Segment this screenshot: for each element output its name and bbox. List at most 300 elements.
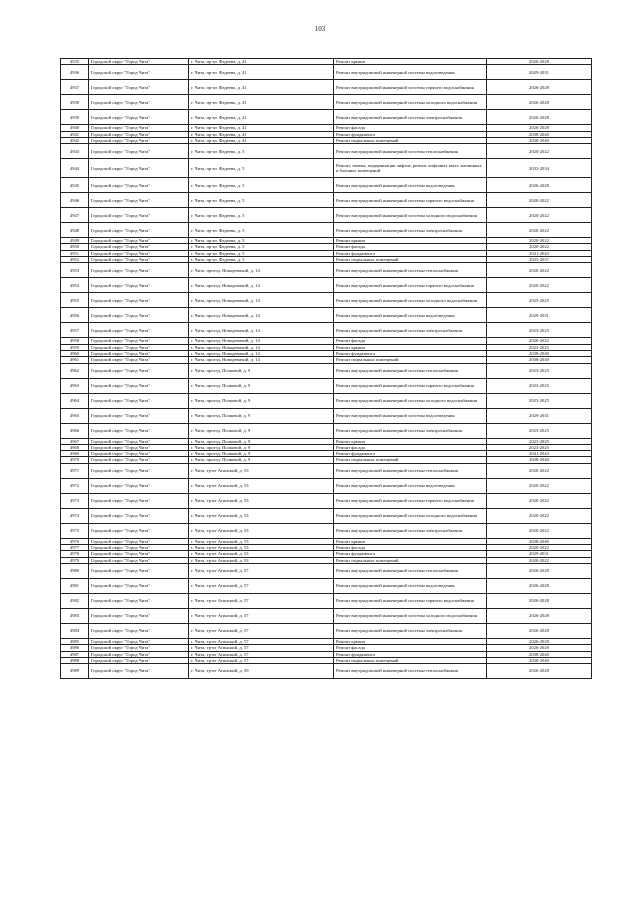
work-type-cell: Ремонт внутридомовой инженерной системы теплоснабжения <box>334 563 487 578</box>
address-cell: г. Чита, пр-кт. Фадеева, д. 5 <box>189 250 334 256</box>
work-type-cell: Ремонт внутридомовой инженерной системы холодного водоснабжения <box>334 208 487 223</box>
row-number-cell: 4943 <box>61 144 89 159</box>
work-type-cell: Ремонт внутридомовой инженерной системы горячего водоснабжения <box>334 493 487 508</box>
row-number-cell: 4952 <box>61 257 89 263</box>
work-type-cell: Ремонт подвальных помещений <box>334 257 487 263</box>
municipality-cell: Городской округ "Город Чита" <box>89 244 189 250</box>
address-cell: г. Чита, пр-кт. Фадеева, д. 5 <box>189 193 334 208</box>
period-cell: 2023-2025 <box>487 393 592 408</box>
municipality-cell: Городской округ "Город Чита" <box>89 508 189 523</box>
table-row <box>61 508 592 523</box>
period-cell: 2023-2025 <box>487 344 592 350</box>
municipality-cell: Городской округ "Город Чита" <box>89 263 189 278</box>
work-type-cell: Ремонт подвальных помещений <box>334 557 487 563</box>
table-row <box>61 278 592 293</box>
address-cell: г. Чита, тр-кт Агинский, д. 53 <box>189 551 334 557</box>
period-cell: 2023-2025 <box>487 444 592 450</box>
municipality-cell: Городской округ "Город Чита" <box>89 125 189 131</box>
row-number-cell: 4971 <box>61 463 89 478</box>
address-cell: г. Чита, проезд. Новодевичий, д. 14 <box>189 323 334 338</box>
work-type-cell: Ремонт фундамента <box>334 250 487 256</box>
work-type-cell: Ремонт крыши <box>334 59 487 65</box>
work-type-cell: Ремонт крыши <box>334 438 487 444</box>
address-cell: г. Чита, пр-кт. Фадеева, д. 41 <box>189 110 334 125</box>
work-type-cell: Ремонт подвальных помещений <box>334 357 487 363</box>
municipality-cell: Городской округ "Город Чита" <box>89 423 189 438</box>
address-cell: г. Чита, тр-кт Агинский, д. 57 <box>189 578 334 593</box>
address-cell: г. Чита, тр-кт Агинский, д. 53 <box>189 557 334 563</box>
period-cell: 2020-2022 <box>487 557 592 563</box>
row-number-cell: 4982 <box>61 593 89 608</box>
address-cell: г. Чита, пр-кт. Фадеева, д. 5 <box>189 223 334 238</box>
municipality-cell: Городской округ "Город Чита" <box>89 378 189 393</box>
table-row <box>61 378 592 393</box>
table-row <box>61 178 592 193</box>
period-cell: 2041-2043 <box>487 250 592 256</box>
work-type-cell: Ремонт внутридомовой инженерной системы теплоснабжения <box>334 363 487 378</box>
municipality-cell: Городской округ "Город Чита" <box>89 223 189 238</box>
work-type-cell: Ремонт внутридомовой инженерной системы водоотведения <box>334 408 487 423</box>
address-cell: г. Чита, проезд. Новодевичий, д. 14 <box>189 263 334 278</box>
address-cell: г. Чита, пр-кт. Фадеева, д. 41 <box>189 59 334 65</box>
work-type-cell: Ремонт внутридомовой инженерной системы водоотведения <box>334 65 487 80</box>
work-type-cell: Ремонт внутридомовой инженерной системы электроснабжения <box>334 623 487 638</box>
period-cell: 2023-2025 <box>487 438 592 444</box>
table-row <box>61 208 592 223</box>
row-number-cell: 4959 <box>61 344 89 350</box>
row-number-cell: 4980 <box>61 563 89 578</box>
work-type-cell: Ремонт фундамента <box>334 651 487 657</box>
work-type-cell: Ремонт внутридомовой инженерной системы горячего водоснабжения <box>334 593 487 608</box>
address-cell: г. Чита, проезд. Новодевичий, д. 14 <box>189 278 334 293</box>
address-cell: г. Чита, тр-кт Агинский, д. 57 <box>189 645 334 651</box>
row-number-cell: 4953 <box>61 263 89 278</box>
address-cell: г. Чита, проезд. Новодевичий, д. 14 <box>189 308 334 323</box>
address-cell: г. Чита, проезд. Полковой, д. 9 <box>189 444 334 450</box>
period-cell: 2026-2028 <box>487 623 592 638</box>
table-row <box>61 144 592 159</box>
work-type-cell: Ремонт фасада <box>334 545 487 551</box>
address-cell: г. Чита, пр-кт. Фадеева, д. 41 <box>189 131 334 137</box>
work-type-cell: Ремонт крыши <box>334 638 487 644</box>
municipality-cell: Городской округ "Город Чита" <box>89 208 189 223</box>
municipality-cell: Городской округ "Город Чита" <box>89 80 189 95</box>
municipality-cell: Городской округ "Город Чита" <box>89 408 189 423</box>
address-cell: г. Чита, проезд. Полковой, д. 9 <box>189 423 334 438</box>
municipality-cell: Городской округ "Город Чита" <box>89 193 189 208</box>
work-type-cell: Ремонт крыши <box>334 538 487 544</box>
period-cell: 2020-2022 <box>487 193 592 208</box>
period-cell: 2026-2028 <box>487 95 592 110</box>
address-cell: г. Чита, проезд. Новодевичий, д. 14 <box>189 357 334 363</box>
municipality-cell: Городской округ "Город Чита" <box>89 250 189 256</box>
table-body <box>61 59 592 679</box>
period-cell: 2020-2022 <box>487 238 592 244</box>
table-row <box>61 463 592 478</box>
table-row <box>61 578 592 593</box>
municipality-cell: Городской округ "Город Чита" <box>89 451 189 457</box>
municipality-cell: Городской округ "Город Чита" <box>89 664 189 679</box>
row-number-cell: 4951 <box>61 250 89 256</box>
work-type-cell: Ремонт внутридомовой инженерной системы теплоснабжения <box>334 664 487 679</box>
municipality-cell: Городской округ "Город Чита" <box>89 493 189 508</box>
row-number-cell: 4983 <box>61 608 89 623</box>
period-cell: 2026-2028 <box>487 59 592 65</box>
period-cell: 2020-2022 <box>487 223 592 238</box>
row-number-cell: 4981 <box>61 578 89 593</box>
row-number-cell: 4988 <box>61 657 89 663</box>
address-cell: г. Чита, тр-кт Агинский, д. 57 <box>189 623 334 638</box>
municipality-cell: Городской округ "Город Чита" <box>89 65 189 80</box>
work-type-cell: Ремонт внутридомовой инженерной системы горячего водоснабжения <box>334 80 487 95</box>
municipality-cell: Городской округ "Город Чита" <box>89 95 189 110</box>
work-type-cell: Ремонт внутридомовой инженерной системы электроснабжения <box>334 223 487 238</box>
address-cell: г. Чита, проезд. Полковой, д. 9 <box>189 363 334 378</box>
address-cell: г. Чита, тр-кт Агинский, д. 53 <box>189 493 334 508</box>
row-number-cell: 4978 <box>61 551 89 557</box>
municipality-cell: Городской округ "Город Чита" <box>89 523 189 538</box>
address-cell: г. Чита, пр-кт. Фадеева, д. 41 <box>189 80 334 95</box>
period-cell: 2038-2040 <box>487 538 592 544</box>
municipality-cell: Городской округ "Город Чита" <box>89 344 189 350</box>
row-number-cell: 4975 <box>61 523 89 538</box>
work-type-cell: Ремонт внутридомовой инженерной системы электроснабжения <box>334 523 487 538</box>
address-cell: г. Чита, пр-кт. Фадеева, д. 5 <box>189 208 334 223</box>
period-cell: 2029-2031 <box>487 308 592 323</box>
period-cell: 2038-2040 <box>487 137 592 143</box>
table-row <box>61 323 592 338</box>
work-type-cell: Ремонт фасада <box>334 645 487 651</box>
table-row <box>61 363 592 378</box>
municipality-cell: Городской округ "Город Чита" <box>89 457 189 463</box>
row-number-cell: 4936 <box>61 65 89 80</box>
table-row <box>61 223 592 238</box>
period-cell: 2020-2022 <box>487 523 592 538</box>
row-number-cell: 4965 <box>61 408 89 423</box>
work-type-cell: Ремонт внутридомовой инженерной системы водоотведения <box>334 308 487 323</box>
period-cell: 2026-2028 <box>487 178 592 193</box>
period-cell: 2038-2040 <box>487 131 592 137</box>
address-cell: г. Чита, тр-кт Агинский, д. 53 <box>189 463 334 478</box>
row-number-cell: 4976 <box>61 538 89 544</box>
address-cell: г. Чита, тр-кт Агинский, д. 57 <box>189 563 334 578</box>
municipality-cell: Городской округ "Город Чита" <box>89 137 189 143</box>
row-number-cell: 4935 <box>61 59 89 65</box>
period-cell: 2020-2022 <box>487 144 592 159</box>
period-cell: 2038-2040 <box>487 651 592 657</box>
municipality-cell: Городской округ "Город Чита" <box>89 478 189 493</box>
work-type-cell: Ремонт фасада <box>334 125 487 131</box>
period-cell: 2026-2028 <box>487 563 592 578</box>
work-type-cell: Ремонт внутридомовой инженерной системы электроснабжения <box>334 323 487 338</box>
work-type-cell: Ремонт фундамента <box>334 451 487 457</box>
municipality-cell: Городской округ "Город Чита" <box>89 238 189 244</box>
municipality-cell: Городской округ "Город Чита" <box>89 293 189 308</box>
table-row <box>61 263 592 278</box>
period-cell: 2029-2031 <box>487 408 592 423</box>
work-type-cell: Ремонт внутридомовой инженерной системы горячего водоснабжения <box>334 378 487 393</box>
work-type-cell: Ремонт фундамента <box>334 350 487 356</box>
work-type-cell: Ремонт внутридомовой инженерной системы теплоснабжения <box>334 263 487 278</box>
table-row <box>61 493 592 508</box>
municipality-cell: Городской округ "Город Чита" <box>89 623 189 638</box>
municipality-cell: Городской округ "Город Чита" <box>89 59 189 65</box>
table-row <box>61 478 592 493</box>
table-row <box>61 159 592 178</box>
address-cell: г. Чита, пр-кт. Фадеева, д. 5 <box>189 244 334 250</box>
period-cell: 2020-2022 <box>487 508 592 523</box>
address-cell: г. Чита, тр-кт Агинский, д. 59 <box>189 664 334 679</box>
municipality-cell: Городской округ "Город Чита" <box>89 350 189 356</box>
work-type-cell: Ремонт фундамента <box>334 131 487 137</box>
municipality-cell: Городской округ "Город Чита" <box>89 278 189 293</box>
municipality-cell: Городской округ "Город Чита" <box>89 578 189 593</box>
period-cell: 2038-2040 <box>487 657 592 663</box>
work-type-cell: Ремонт внутридомовой инженерной системы холодного водоснабжения <box>334 608 487 623</box>
row-number-cell: 4948 <box>61 223 89 238</box>
row-number-cell: 4942 <box>61 137 89 143</box>
table-row <box>61 593 592 608</box>
table-row <box>61 608 592 623</box>
row-number-cell: 4986 <box>61 645 89 651</box>
row-number-cell: 4956 <box>61 308 89 323</box>
address-cell: г. Чита, проезд. Новодевичий, д. 14 <box>189 293 334 308</box>
row-number-cell: 4957 <box>61 323 89 338</box>
address-cell: г. Чита, проезд. Полковой, д. 9 <box>189 451 334 457</box>
row-number-cell: 4974 <box>61 508 89 523</box>
row-number-cell: 4950 <box>61 244 89 250</box>
period-cell: 2020-2022 <box>487 338 592 344</box>
address-cell: г. Чита, тр-кт Агинский, д. 53 <box>189 523 334 538</box>
municipality-cell: Городской округ "Город Чита" <box>89 608 189 623</box>
row-number-cell: 4963 <box>61 378 89 393</box>
address-cell: г. Чита, пр-кт. Фадеева, д. 41 <box>189 95 334 110</box>
address-cell: г. Чита, проезд. Новодевичий, д. 14 <box>189 338 334 344</box>
row-number-cell: 4955 <box>61 293 89 308</box>
row-number-cell: 4947 <box>61 208 89 223</box>
table-row <box>61 80 592 95</box>
address-cell: г. Чита, тр-кт Агинский, д. 57 <box>189 608 334 623</box>
address-cell: г. Чита, тр-кт Агинский, д. 53 <box>189 508 334 523</box>
address-cell: г. Чита, тр-кт Агинский, д. 53 <box>189 538 334 544</box>
period-cell: 2020-2022 <box>487 278 592 293</box>
address-cell: г. Чита, пр-кт. Фадеева, д. 5 <box>189 144 334 159</box>
address-cell: г. Чита, тр-кт Агинский, д. 57 <box>189 657 334 663</box>
work-type-cell: Ремонт внутридомовой инженерной системы горячего водоснабжения <box>334 278 487 293</box>
period-cell: 2029-2031 <box>487 551 592 557</box>
address-cell: г. Чита, проезд. Полковой, д. 9 <box>189 457 334 463</box>
municipality-cell: Городской округ "Город Чита" <box>89 308 189 323</box>
work-type-cell: Ремонт, замена, модернизация лифтов, ремонт лифтовых шахт, машинных и блочных помещений <box>334 159 487 178</box>
period-cell: 2023-2025 <box>487 363 592 378</box>
period-cell: 2020-2022 <box>487 545 592 551</box>
period-cell: 2035-2037 <box>487 257 592 263</box>
municipality-cell: Городской округ "Город Чита" <box>89 257 189 263</box>
work-type-cell: Ремонт внутридомовой инженерной системы горячего водоснабжения <box>334 193 487 208</box>
work-type-cell: Ремонт фундамента <box>334 551 487 557</box>
table-row <box>61 408 592 423</box>
row-number-cell: 4968 <box>61 444 89 450</box>
period-cell: 2023-2025 <box>487 423 592 438</box>
address-cell: г. Чита, пр-кт. Фадеева, д. 41 <box>189 125 334 131</box>
municipality-cell: Городской округ "Город Чита" <box>89 363 189 378</box>
municipality-cell: Городской округ "Город Чита" <box>89 159 189 178</box>
municipality-cell: Городской округ "Город Чита" <box>89 557 189 563</box>
period-cell: 2032-2034 <box>487 159 592 178</box>
table-row <box>61 65 592 80</box>
address-cell: г. Чита, проезд. Полковой, д. 9 <box>189 408 334 423</box>
work-type-cell: Ремонт внутридомовой инженерной системы холодного водоснабжения <box>334 393 487 408</box>
municipality-cell: Городской округ "Город Чита" <box>89 657 189 663</box>
municipality-cell: Городской округ "Город Чита" <box>89 338 189 344</box>
period-cell: 2020-2022 <box>487 478 592 493</box>
municipality-cell: Городской округ "Город Чита" <box>89 538 189 544</box>
address-cell: г. Чита, тр-кт Агинский, д. 53 <box>189 545 334 551</box>
row-number-cell: 4937 <box>61 80 89 95</box>
table-row <box>61 623 592 638</box>
work-type-cell: Ремонт подвальных помещений <box>334 457 487 463</box>
work-type-cell: Ремонт внутридомовой инженерной системы холодного водоснабжения <box>334 293 487 308</box>
row-number-cell: 4979 <box>61 557 89 563</box>
period-cell: 2038-2040 <box>487 350 592 356</box>
row-number-cell: 4970 <box>61 457 89 463</box>
row-number-cell: 4984 <box>61 623 89 638</box>
period-cell: 2020-2022 <box>487 208 592 223</box>
row-number-cell: 4945 <box>61 178 89 193</box>
table-row <box>61 664 592 679</box>
row-number-cell: 4987 <box>61 651 89 657</box>
row-number-cell: 4972 <box>61 478 89 493</box>
work-type-cell: Ремонт крыши <box>334 238 487 244</box>
table-row <box>61 95 592 110</box>
work-type-cell: Ремонт внутридомовой инженерной системы теплоснабжения <box>334 144 487 159</box>
municipality-cell: Городской округ "Город Чита" <box>89 131 189 137</box>
period-cell: 2026-2028 <box>487 664 592 679</box>
municipality-cell: Городской округ "Город Чита" <box>89 651 189 657</box>
row-number-cell: 4949 <box>61 238 89 244</box>
row-number-cell: 4989 <box>61 664 89 679</box>
address-cell: г. Чита, проезд. Полковой, д. 9 <box>189 393 334 408</box>
municipality-cell: Городской округ "Город Чита" <box>89 393 189 408</box>
table-row <box>61 393 592 408</box>
row-number-cell: 4977 <box>61 545 89 551</box>
municipality-cell: Городской округ "Город Чита" <box>89 357 189 363</box>
period-cell: 2026-2028 <box>487 608 592 623</box>
row-number-cell: 4944 <box>61 159 89 178</box>
table-row <box>61 563 592 578</box>
period-cell: 2026-2028 <box>487 638 592 644</box>
municipality-cell: Городской округ "Город Чита" <box>89 593 189 608</box>
period-cell: 2026-2028 <box>487 645 592 651</box>
municipality-cell: Городской округ "Город Чита" <box>89 563 189 578</box>
work-type-cell: Ремонт внутридомовой инженерной системы холодного водоснабжения <box>334 95 487 110</box>
municipality-cell: Городской округ "Город Чита" <box>89 444 189 450</box>
work-type-cell: Ремонт внутридомовой инженерной системы водоотведения <box>334 578 487 593</box>
address-cell: г. Чита, пр-кт. Фадеева, д. 5 <box>189 178 334 193</box>
address-cell: г. Чита, пр-кт. Фадеева, д. 41 <box>189 137 334 143</box>
row-number-cell: 4941 <box>61 131 89 137</box>
table-row <box>61 523 592 538</box>
period-cell: 2026-2028 <box>487 80 592 95</box>
address-cell: г. Чита, пр-кт. Фадеева, д. 5 <box>189 159 334 178</box>
row-number-cell: 4962 <box>61 363 89 378</box>
address-cell: г. Чита, тр-кт Агинский, д. 57 <box>189 638 334 644</box>
work-type-cell: Ремонт внутридомовой инженерной системы водоотведения <box>334 178 487 193</box>
address-cell: г. Чита, тр-кт Агинский, д. 57 <box>189 651 334 657</box>
row-number-cell: 4967 <box>61 438 89 444</box>
municipality-cell: Городской округ "Город Чита" <box>89 551 189 557</box>
period-cell: 2026-2028 <box>487 125 592 131</box>
row-number-cell: 4938 <box>61 95 89 110</box>
period-cell: 2020-2022 <box>487 463 592 478</box>
address-cell: г. Чита, пр-кт. Фадеева, д. 5 <box>189 238 334 244</box>
municipality-cell: Городской округ "Город Чита" <box>89 110 189 125</box>
row-number-cell: 4960 <box>61 350 89 356</box>
work-type-cell: Ремонт фасада <box>334 338 487 344</box>
address-cell: г. Чита, проезд. Полковой, д. 9 <box>189 378 334 393</box>
address-cell: г. Чита, пр-кт. Фадеева, д. 5 <box>189 257 334 263</box>
period-cell: 2026-2028 <box>487 578 592 593</box>
row-number-cell: 4946 <box>61 193 89 208</box>
table-row <box>61 293 592 308</box>
page-number: 103 <box>314 25 326 33</box>
municipality-cell: Городской округ "Город Чита" <box>89 323 189 338</box>
period-cell: 2038-2040 <box>487 457 592 463</box>
municipality-cell: Городской округ "Город Чита" <box>89 463 189 478</box>
period-cell: 2023-2025 <box>487 293 592 308</box>
work-type-cell: Ремонт внутридомовой инженерной системы электроснабжения <box>334 110 487 125</box>
address-cell: г. Чита, проезд. Новодевичий, д. 14 <box>189 344 334 350</box>
period-cell: 2023-2025 <box>487 323 592 338</box>
row-number-cell: 4985 <box>61 638 89 644</box>
row-number-cell: 4954 <box>61 278 89 293</box>
work-type-cell: Ремонт крыши <box>334 344 487 350</box>
work-type-cell: Ремонт фасада <box>334 244 487 250</box>
row-number-cell: 4964 <box>61 393 89 408</box>
period-cell: 2020-2022 <box>487 493 592 508</box>
municipality-cell: Городской округ "Город Чита" <box>89 178 189 193</box>
period-cell: 2020-2022 <box>487 244 592 250</box>
table-row <box>61 193 592 208</box>
row-number-cell: 4958 <box>61 338 89 344</box>
address-cell: г. Чита, проезд. Полковой, д. 9 <box>189 438 334 444</box>
work-type-cell: Ремонт фасада <box>334 444 487 450</box>
repair-schedule-table <box>60 58 592 679</box>
municipality-cell: Городской округ "Город Чита" <box>89 638 189 644</box>
work-type-cell: Ремонт внутридомовой инженерной системы водоотведения <box>334 478 487 493</box>
table-row <box>61 110 592 125</box>
row-number-cell: 4939 <box>61 110 89 125</box>
work-type-cell: Ремонт внутридомовой инженерной системы электроснабжения <box>334 423 487 438</box>
period-cell: 2020-2022 <box>487 263 592 278</box>
row-number-cell: 4940 <box>61 125 89 131</box>
work-type-cell: Ремонт подвальных помещений <box>334 657 487 663</box>
address-cell: г. Чита, тр-кт Агинский, д. 57 <box>189 593 334 608</box>
row-number-cell: 4961 <box>61 357 89 363</box>
row-number-cell: 4973 <box>61 493 89 508</box>
work-type-cell: Ремонт внутридомовой инженерной системы теплоснабжения <box>334 463 487 478</box>
municipality-cell: Городской округ "Город Чита" <box>89 545 189 551</box>
municipality-cell: Городской округ "Город Чита" <box>89 144 189 159</box>
period-cell: 2023-2025 <box>487 378 592 393</box>
municipality-cell: Городской округ "Город Чита" <box>89 645 189 651</box>
address-cell: г. Чита, проезд. Новодевичий, д. 14 <box>189 350 334 356</box>
address-cell: г. Чита, пр-кт. Фадеева, д. 41 <box>189 65 334 80</box>
period-cell: 2026-2028 <box>487 593 592 608</box>
period-cell: 2041-2043 <box>487 451 592 457</box>
work-type-cell: Ремонт подвальных помещений <box>334 137 487 143</box>
municipality-cell: Городской округ "Город Чита" <box>89 438 189 444</box>
